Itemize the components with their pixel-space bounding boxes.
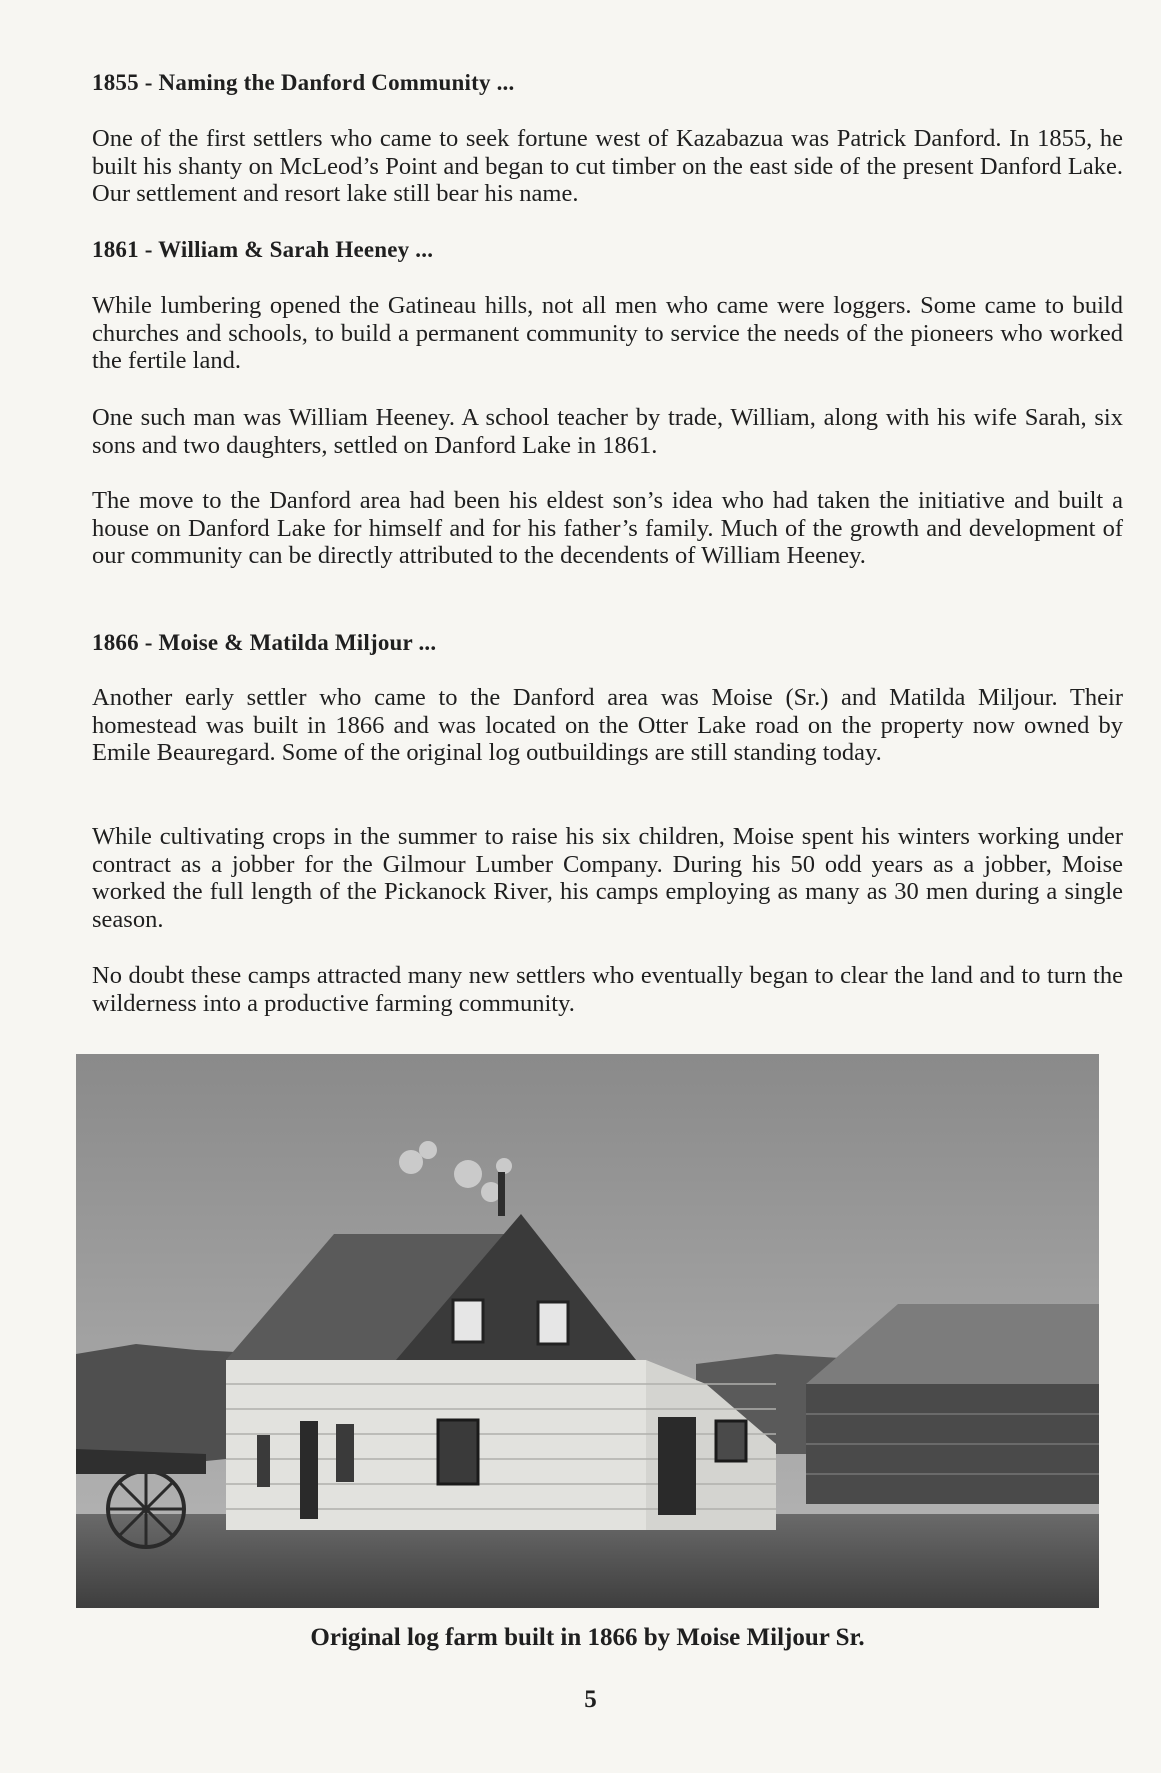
- paragraph-heeney-move: The move to the Danford area had been his eldest son’s idea who had taken the initiative and built a house on Danford Lake for himself and for his father’s family. Much of the growth and development of our community can be directly attributed to the decendents of William Heeney.: [92, 487, 1123, 569]
- photo-caption: Original log farm built in 1866 by Moise Miljour Sr.: [310, 1624, 865, 1651]
- section-heading-1855: 1855 - Naming the Danford Community ...: [92, 70, 515, 95]
- paragraph-miljour-homestead: Another early settler who came to the Danford area was Moise (Sr.) and Matilda Miljour. Their homestead was built in 1866 and was located on the Otter Lake road on the property now owned by Emile Beauregard. Some of the original log outbuildings are still standing today.: [92, 684, 1123, 766]
- section-heading-1866: 1866 - Moise & Matilda Miljour ...: [92, 630, 437, 655]
- section-heading-1861: 1861 - William & Sarah Heeney ...: [92, 237, 434, 262]
- paragraph-danford: One of the first settlers who came to seek fortune west of Kazabazua was Patrick Danford. In 1855, he built his shanty on McLeod’s Point and began to cut timber on the east side of the present Danford Lake. Our settlement and resort lake still bear his name.: [92, 125, 1123, 207]
- paragraph-settlers: No doubt these camps attracted many new settlers who eventually began to clear the land and to turn the wilderness into a productive farming community.: [92, 962, 1123, 1017]
- paragraph-miljour-jobber: While cultivating crops in the summer to raise his six children, Moise spent his winters working under contract as a jobber for the Gilmour Lumber Company. During his 50 odd years as a jobber, Moise worked the full length of the Pickanock River, his camps employing as many as 30 men during a single season.: [92, 823, 1123, 933]
- paragraph-lumbering: While lumbering opened the Gatineau hills, not all men who came were loggers. Some came to build churches and schools, to build a permanent community to service the needs of the pioneers who worked the fertile land.: [92, 292, 1123, 374]
- paragraph-william-heeney: One such man was William Heeney. A school teacher by trade, William, along with his wife Sarah, six sons and two daughters, settled on Danford Lake in 1861.: [92, 404, 1123, 459]
- farmhouse-photo: [76, 1054, 1099, 1608]
- page-number: 5: [584, 1686, 597, 1713]
